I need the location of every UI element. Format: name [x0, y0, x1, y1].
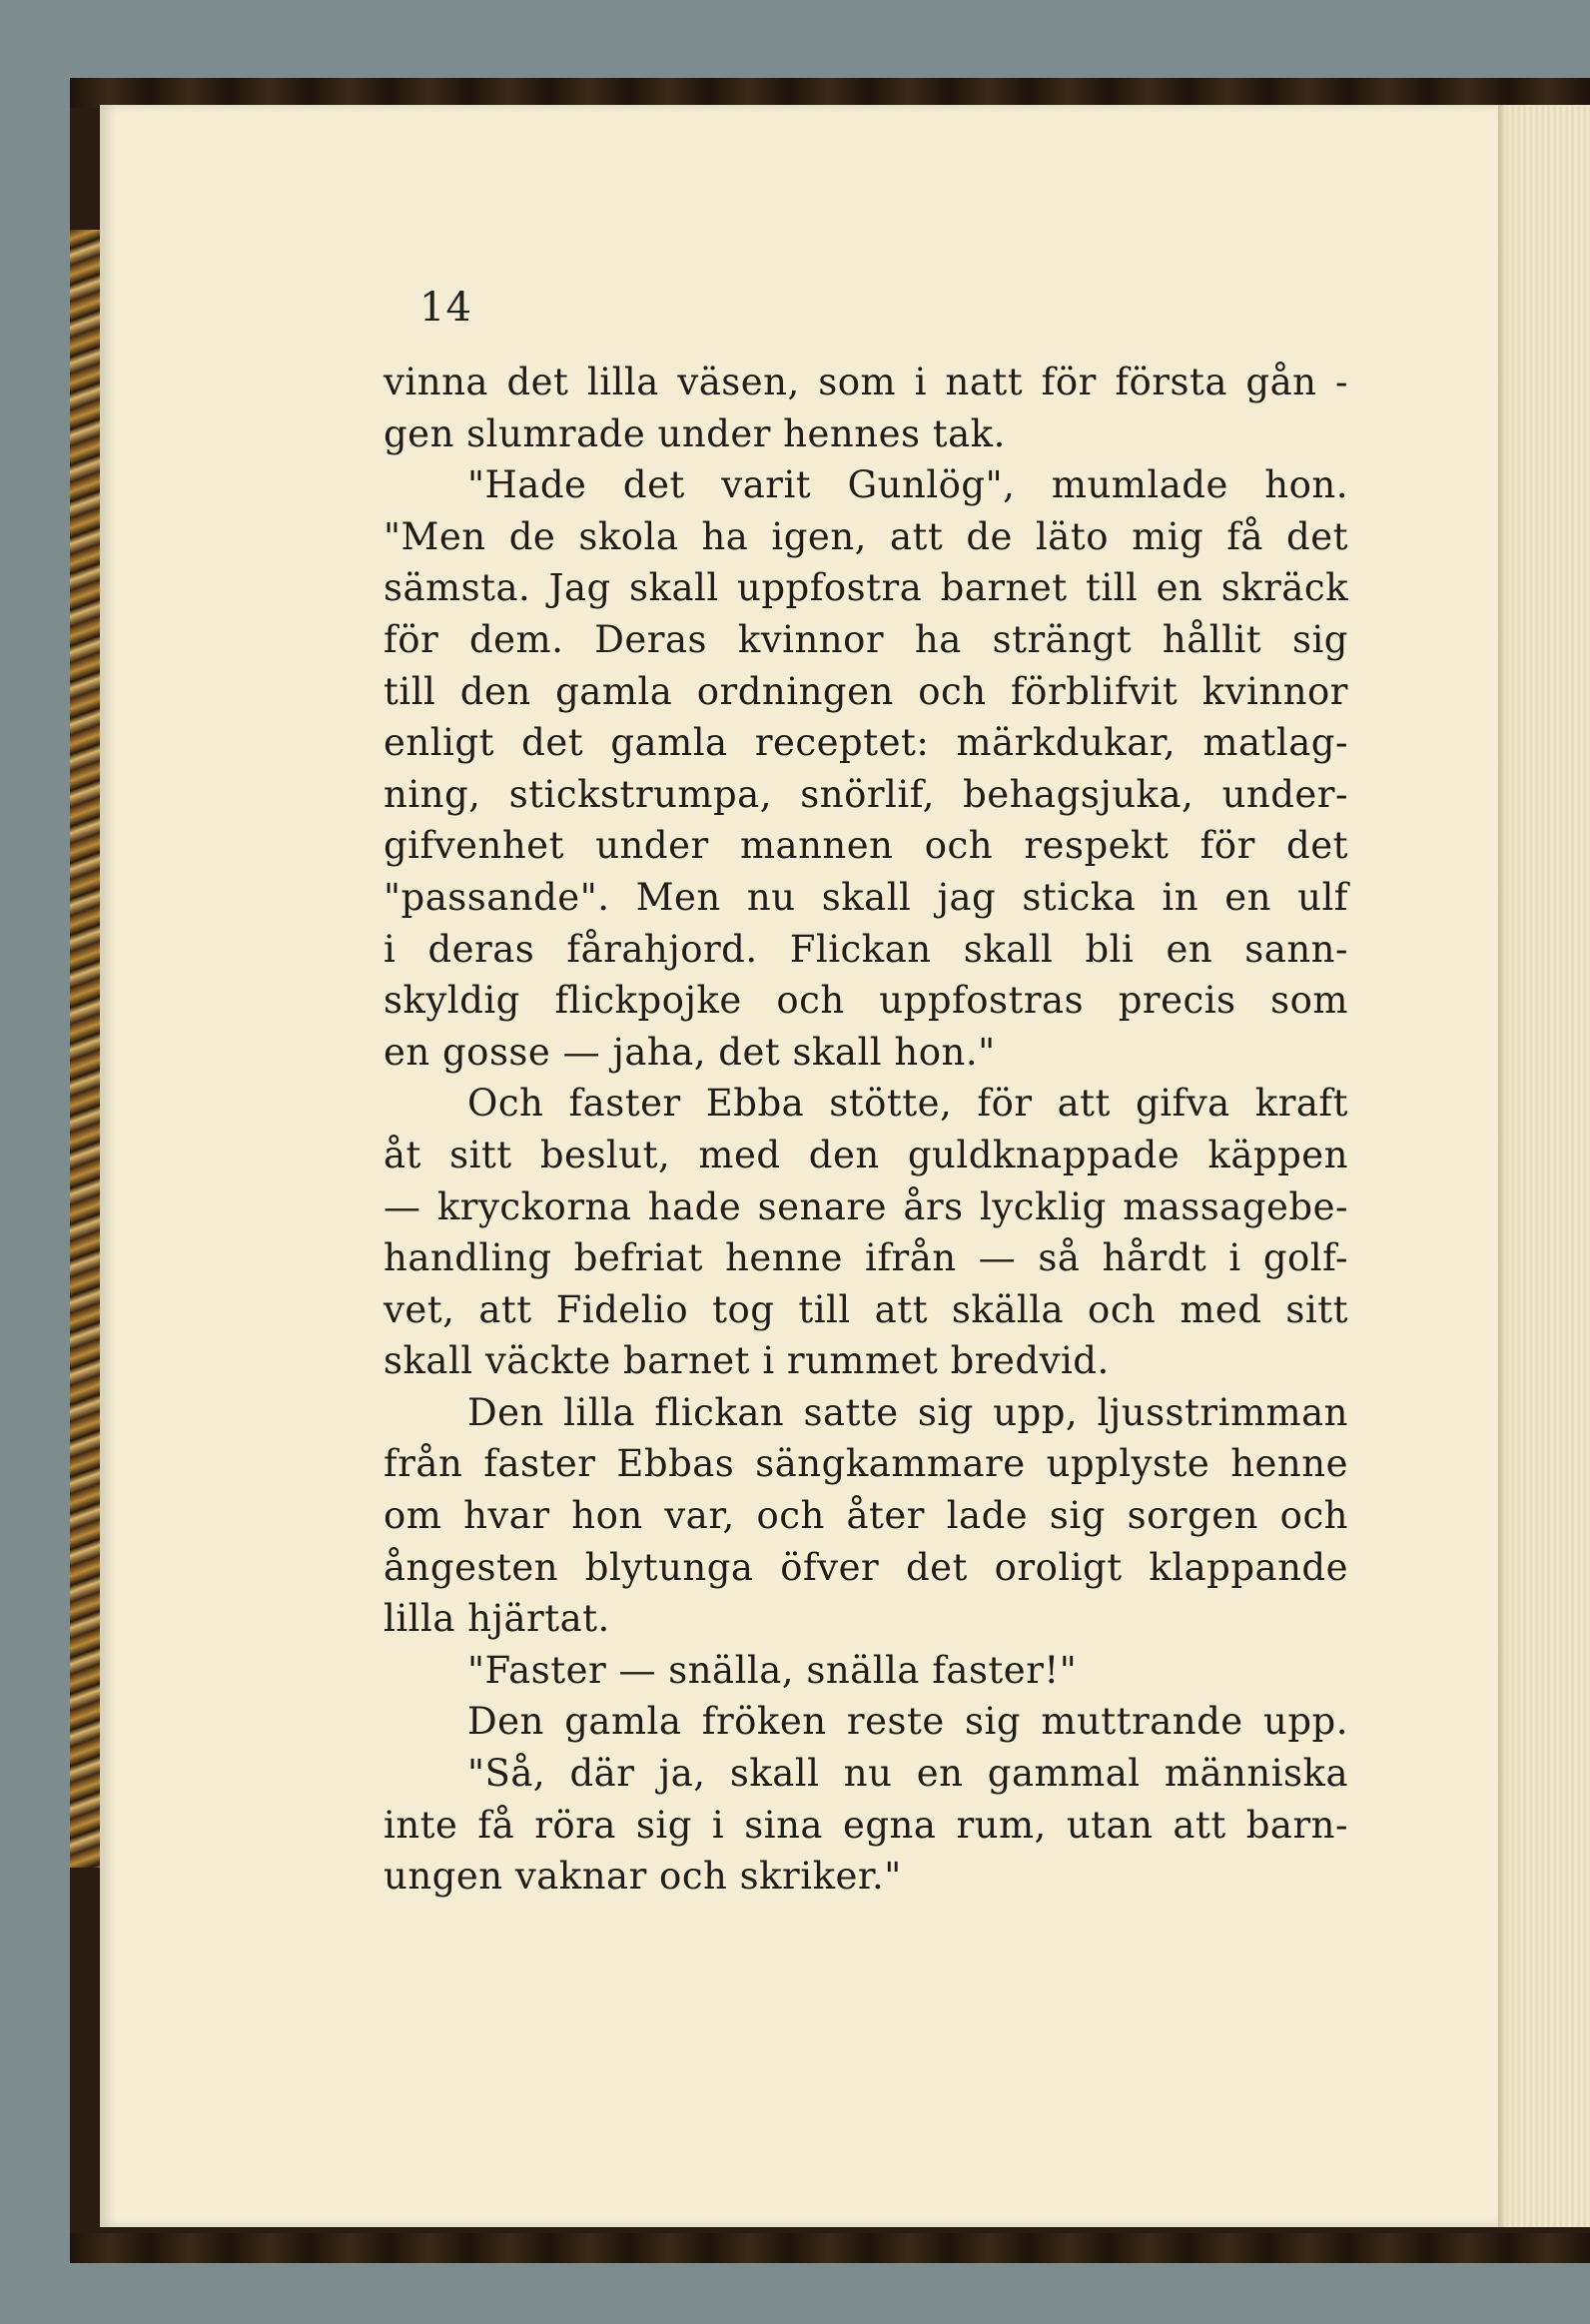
page-gutter	[1498, 105, 1506, 2227]
text-line: ångesten blytunga öfver det oroligt klappande	[384, 1545, 1348, 1589]
text-line: från faster Ebbas sängkammare upplyste henne	[384, 1442, 1348, 1486]
text-line: — kryckorna hade senare års lycklig massagebe-	[384, 1184, 1348, 1228]
text-line: Den gamla fröken reste sig muttrande upp.	[467, 1700, 1348, 1744]
text-line: "Faster — snälla, snälla faster!"	[467, 1648, 1078, 1692]
text-line: enligt det gamla receptet: märkdukar, matlag-	[384, 721, 1348, 765]
text-line: ning, stickstrumpa, snörlif, behagsjuka, under-	[384, 772, 1348, 816]
text-line: vet, att Fidelio tog till att skälla och med sitt	[384, 1287, 1348, 1331]
text-line: handling befriat henne ifrån — så hårdt i golf-	[384, 1236, 1348, 1280]
text-line: inte få röra sig i sina egna rum, utan att barn-	[384, 1803, 1348, 1847]
text-line: gifvenhet under mannen och respekt för det	[384, 824, 1348, 868]
cover-top-edge	[70, 78, 1590, 108]
text-line: sämsta. Jag skall uppfostra barnet till en skräck	[384, 566, 1348, 610]
text-line: "Så, där ja, skall nu en gammal människa	[467, 1752, 1348, 1796]
text-line: skyldig flickpojke och uppfostras precis som	[384, 979, 1348, 1023]
text-line: "Men de skola ha igen, att de läto mig få det	[384, 514, 1348, 558]
text-line: Den lilla flickan satte sig upp, ljusstrimman	[467, 1390, 1348, 1434]
text-line: om hvar hon var, och åter lade sig sorgen och	[384, 1494, 1348, 1538]
text-line: i deras fårahjord. Flickan skall bli en sann-	[384, 927, 1348, 971]
text-line: åt sitt beslut, med den guldknappade käppen	[384, 1133, 1348, 1176]
text-line: "Hade det varit Gunlög", mumlade hon.	[467, 463, 1348, 507]
text-line: en gosse — jaha, det skall hon."	[384, 1030, 996, 1074]
text-line: Och faster Ebba stötte, för att gifva kraft	[467, 1082, 1348, 1126]
text-line: för dem. Deras kvinnor ha strängt hållit sig	[384, 617, 1348, 661]
text-line: ungen vaknar och skriker."	[384, 1855, 902, 1899]
right-page-edges	[1498, 105, 1590, 2227]
text-line: vinna det lilla väsen, som i natt för första gån -	[384, 361, 1348, 403]
cover-bottom-edge	[70, 2233, 1590, 2263]
text-line: lilla hjärtat.	[384, 1597, 610, 1641]
text-line: till den gamla ordningen och förblifvit kvinnor	[384, 669, 1348, 713]
text-line: "passande". Men nu skall jag sticka in en ulf	[384, 875, 1348, 919]
page-number: 14	[419, 285, 472, 331]
body-text	[384, 357, 1348, 1903]
text-line: skall väckte barnet i rummet bredvid.	[384, 1339, 1110, 1383]
marbled-spine-edge	[70, 230, 100, 1868]
text-line: gen slumrade under hennes tak.	[384, 411, 1006, 455]
